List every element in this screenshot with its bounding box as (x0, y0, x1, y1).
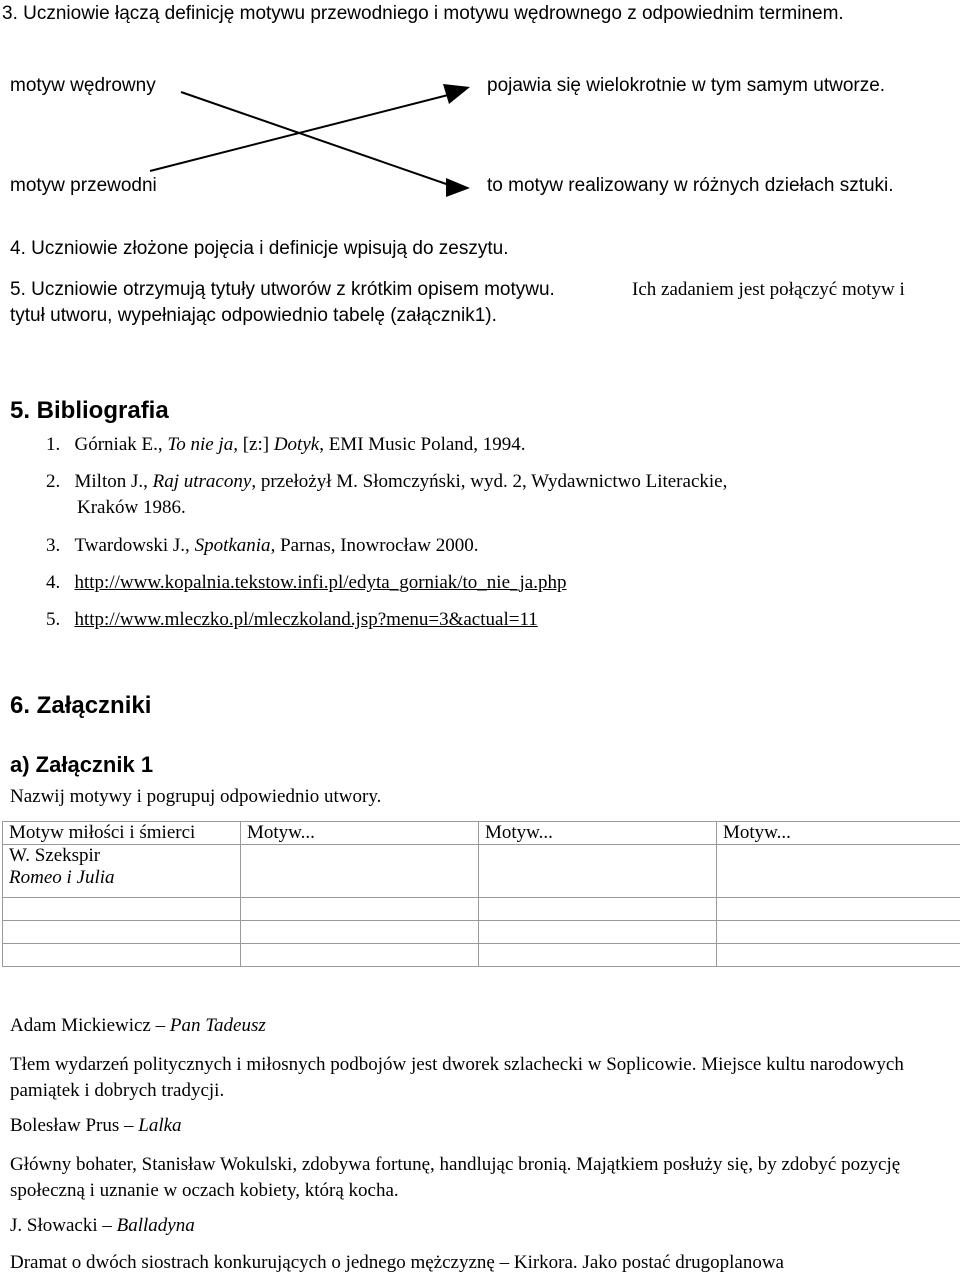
work-title: Pan Tadeusz (169, 1015, 266, 1036)
bib-link[interactable]: http://www.mleczko.pl/mleczkoland.jsp?menu=3&actual=11 (74, 609, 538, 630)
table-cell (241, 845, 479, 898)
work-3-heading (10, 1215, 195, 1238)
section5-task-line2: tytuł utworu, wypełniając odpowiednio tabelę (załącznik1). (10, 305, 497, 326)
table-cell (241, 898, 479, 921)
section3-heading: 3. Uczniowie łączą definicję motywu przewodniego i motywu wędrownego z odpowiednim terminem. (2, 3, 844, 24)
arrow-line-1 (181, 92, 452, 186)
bib-title: To nie ja, (167, 434, 243, 455)
table-cell (3, 845, 241, 898)
work-2-description: Główny bohater, Stanisław Wokulski, zdobywa fortunę, handlując bronią. Majątkiem posłuży się, by zdobyć pozycję społeczną i uznanie w oczach kobiety, którą kocha. (10, 1154, 901, 1201)
bib-link[interactable]: http://www.kopalnia.tekstow.infi.pl/edyta_gorniak/to_nie_ja.php (74, 572, 567, 593)
table-row (3, 898, 960, 921)
bib-author: Milton J., (74, 471, 153, 492)
work-author: Adam Mickiewicz – (10, 1015, 170, 1036)
table-cell (479, 898, 717, 921)
cell-author: W. Szekspir (9, 845, 101, 866)
table-row (3, 845, 960, 898)
table-header-row (3, 822, 960, 845)
bib-item-5 (46, 609, 538, 632)
work-1-heading (10, 1015, 266, 1038)
definition-1: pojawia się wielokrotnie w tym samym utworze. (487, 75, 886, 96)
table-cell (717, 845, 960, 898)
work-author: Bolesław Prus – (10, 1115, 139, 1136)
term-motyw-wedrowny: motyw wędrowny (10, 75, 156, 96)
attachment-instruction: Nazwij motywy i pogrupuj odpowiednio utwory. (10, 786, 382, 807)
table-cell (3, 921, 241, 944)
bib-rest: , przełożył M. Słomczyński, wyd. 2, Wydawnictwo Literackie, (251, 471, 728, 492)
table-cell (3, 898, 241, 921)
table-cell (241, 944, 479, 967)
bib-item-2 (46, 471, 727, 494)
table-row (3, 921, 960, 944)
table-row (3, 944, 960, 967)
bib-num: 4. (46, 572, 61, 593)
table-cell (717, 944, 960, 967)
work-author: J. Słowacki – (10, 1215, 117, 1236)
cell-title-text: Romeo i Julia (9, 867, 115, 888)
section4-text: 4. Uczniowie złożone pojęcia i definicje wpisują do zeszytu. (10, 238, 509, 259)
table-cell (479, 845, 717, 898)
work-title: Lalka (138, 1115, 182, 1136)
bib-title: Raj utracony (152, 471, 252, 492)
bib-rest: , EMI Music Poland, 1994. (319, 434, 526, 455)
table-cell (717, 898, 960, 921)
bibliography-heading: 5. Bibliografia (10, 397, 169, 424)
bib-num: 1. (46, 434, 61, 455)
work-title: Balladyna (116, 1215, 195, 1236)
table-cell (3, 944, 241, 967)
table-header-cell: Motyw... (717, 822, 960, 845)
table-header-cell: Motyw... (479, 822, 717, 845)
bib-item-4 (46, 572, 566, 595)
bib-num: 5. (46, 609, 61, 630)
bib-item-3 (46, 535, 478, 558)
bib-title: Spotkania (194, 535, 271, 556)
table-cell (241, 921, 479, 944)
bib-num: 2. (46, 471, 61, 492)
bib-author: Twardowski J., (74, 535, 195, 556)
attachment-table (2, 821, 960, 967)
table-header-cell: Motyw miłości i śmierci (3, 822, 241, 845)
arrow-head-2 (443, 84, 470, 104)
work-2-heading (10, 1115, 182, 1138)
table-cell (717, 921, 960, 944)
bib-item-2-cont: Kraków 1986. (77, 497, 186, 518)
table-cell (479, 944, 717, 967)
definition-2: to motyw realizowany w różnych dziełach sztuki. (487, 175, 894, 196)
bib-author: Górniak E., (74, 434, 168, 455)
bib-num: 3. (46, 535, 61, 556)
table-header-cell: Motyw... (241, 822, 479, 845)
bib-title2: Dotyk (273, 434, 320, 455)
work-1-description: Tłem wydarzeń politycznych i miłosnych podbojów jest dworek szlachecki w Soplicowie. Miejsce kultu narodowych pamiątek i dobrych tradycji. (10, 1054, 904, 1101)
attachments-heading: 6. Załączniki (10, 692, 152, 719)
bib-item-1 (46, 434, 526, 457)
arrow-head-1 (446, 178, 470, 197)
cell-title (9, 867, 234, 889)
bib-rest: , Parnas, Inowrocław 2000. (270, 535, 479, 556)
section5-task-line1b: Ich zadaniem jest połączyć motyw i (632, 279, 905, 300)
matching-arrows (0, 0, 960, 220)
section5-task-line1: 5. Uczniowie otrzymują tytuły utworów z krótkim opisem motywu. (10, 279, 555, 300)
work-3-description: Dramat o dwóch siostrach konkurujących o jednego mężczyznę – Kirkora. Jako postać drugoplanowa (10, 1252, 784, 1273)
table-cell (479, 921, 717, 944)
term-motyw-przewodni-label: motyw przewodni (10, 175, 157, 196)
bib-mid: [z:] (242, 434, 274, 455)
arrow-line-2 (150, 94, 452, 171)
attachment-1-heading: a) Załącznik 1 (10, 752, 154, 777)
